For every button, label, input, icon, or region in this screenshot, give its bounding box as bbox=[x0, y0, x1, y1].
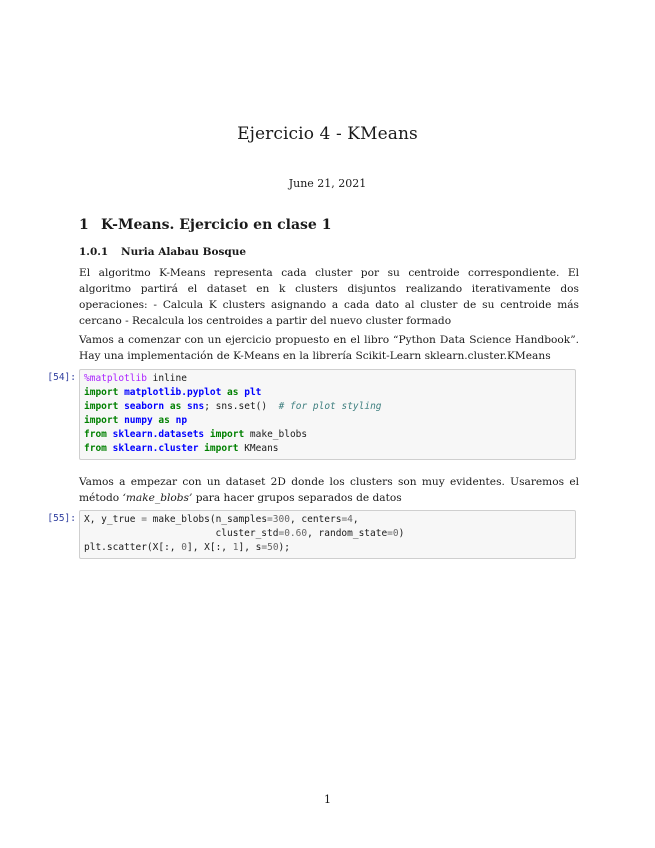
code-line bbox=[84, 527, 571, 541]
code-token: ], s bbox=[238, 542, 262, 553]
code-token: , centers bbox=[289, 514, 342, 525]
code-token: seaborn bbox=[124, 401, 165, 412]
page-number: 1 bbox=[324, 793, 331, 806]
code-token: X, y_true bbox=[84, 514, 142, 525]
code-token: from bbox=[84, 443, 107, 454]
code-number: 4 bbox=[347, 514, 353, 525]
code-token: plt.scatter(X[:, bbox=[84, 542, 182, 553]
code-number: 0.60 bbox=[284, 528, 308, 539]
code-line bbox=[84, 513, 571, 527]
code-token: matplotlib.pyplot bbox=[124, 387, 222, 398]
code-line bbox=[84, 541, 571, 555]
code-line bbox=[84, 386, 571, 400]
paragraph-emphasis: ‘make_blobs’ bbox=[122, 492, 193, 504]
code-token: numpy bbox=[124, 415, 153, 426]
code-token: plt bbox=[244, 387, 262, 398]
code-number: 0 bbox=[181, 542, 187, 553]
code-number: 300 bbox=[272, 514, 290, 525]
code-token: import bbox=[84, 387, 119, 398]
intro-paragraph: El algoritmo K-Means representa cada cluster por su centroide correspondiente. El algoritmo partirá el dataset en k clusters disjuntos realizando iterativamente dos operaciones: - Calcula K clusters asignando a cada dato al cluster de su centroide más cercano - Recalcula los centroides a partir del nuevo cluster formado bbox=[79, 267, 579, 327]
code-token: , random_state bbox=[307, 528, 388, 539]
blobs-paragraph bbox=[79, 474, 579, 506]
code-token: %matplotlib bbox=[84, 373, 147, 384]
code-token: sklearn.cluster bbox=[112, 443, 199, 454]
code-token: KMeans bbox=[238, 443, 279, 454]
code-token: = bbox=[261, 542, 268, 553]
code-token: from bbox=[84, 429, 107, 440]
code-token: import bbox=[84, 401, 119, 412]
code-token: import bbox=[204, 443, 239, 454]
code-token: sns bbox=[187, 401, 205, 412]
code-token: as bbox=[158, 415, 170, 426]
code-line bbox=[84, 442, 571, 456]
code-token: ); bbox=[278, 542, 290, 553]
subsection-title: Nuria Alabau Bosque bbox=[121, 246, 247, 258]
code-number: 50 bbox=[267, 542, 279, 553]
code-token: make_blobs bbox=[244, 429, 308, 440]
document-date: June 21, 2021 bbox=[288, 177, 367, 190]
subsection-heading bbox=[79, 246, 246, 258]
cell-prompt-54: [54]: bbox=[47, 372, 76, 383]
subsection-number: 1.0.1 bbox=[79, 246, 109, 258]
code-token: sklearn.datasets bbox=[112, 429, 205, 440]
code-token: = bbox=[387, 528, 393, 539]
code-token: ) bbox=[398, 528, 405, 539]
section-heading bbox=[79, 217, 331, 233]
code-cell-make-blobs[interactable] bbox=[79, 510, 576, 559]
code-token: make_blobs(n_samples bbox=[146, 514, 268, 525]
code-token: import bbox=[84, 415, 119, 426]
section-number: 1 bbox=[79, 217, 89, 233]
code-token: = bbox=[141, 514, 147, 525]
code-line bbox=[84, 414, 571, 428]
code-token: , bbox=[352, 514, 359, 525]
code-token: ], X[:, bbox=[186, 542, 233, 553]
code-token: inline bbox=[146, 373, 187, 384]
code-line bbox=[84, 372, 571, 386]
code-token: = bbox=[341, 514, 348, 525]
code-token: cluster_std bbox=[84, 528, 279, 539]
code-token: = bbox=[278, 528, 285, 539]
paragraph-text: para hacer grupos separados de datos bbox=[192, 492, 402, 504]
code-token: as bbox=[227, 387, 239, 398]
code-comment: # for plot styling bbox=[278, 401, 382, 412]
code-token: ; sns.set() bbox=[204, 401, 279, 412]
section-title: K-Means. Ejercicio en clase 1 bbox=[101, 217, 332, 233]
code-cell-imports[interactable] bbox=[79, 369, 576, 460]
document-title: Ejercicio 4 - KMeans bbox=[237, 124, 418, 144]
code-token: import bbox=[209, 429, 245, 440]
paragraph-text: Vamos a empezar con un dataset 2D donde los clusters son muy evidentes. Usaremos el método bbox=[79, 476, 579, 504]
code-number: 1 bbox=[232, 542, 239, 553]
code-line bbox=[84, 428, 571, 442]
code-number: 0 bbox=[392, 528, 399, 539]
handbook-paragraph: Vamos a comenzar con un ejercicio propuesto en el libro “Python Data Science Handbook”. Hay una implementación de K-Means en la librería Scikit-Learn sklearn.cluster.KMeans bbox=[79, 334, 579, 362]
code-token: np bbox=[175, 415, 188, 426]
code-line bbox=[84, 400, 571, 414]
code-token: = bbox=[267, 514, 273, 525]
code-token: as bbox=[169, 401, 182, 412]
cell-prompt-55: [55]: bbox=[47, 513, 76, 524]
